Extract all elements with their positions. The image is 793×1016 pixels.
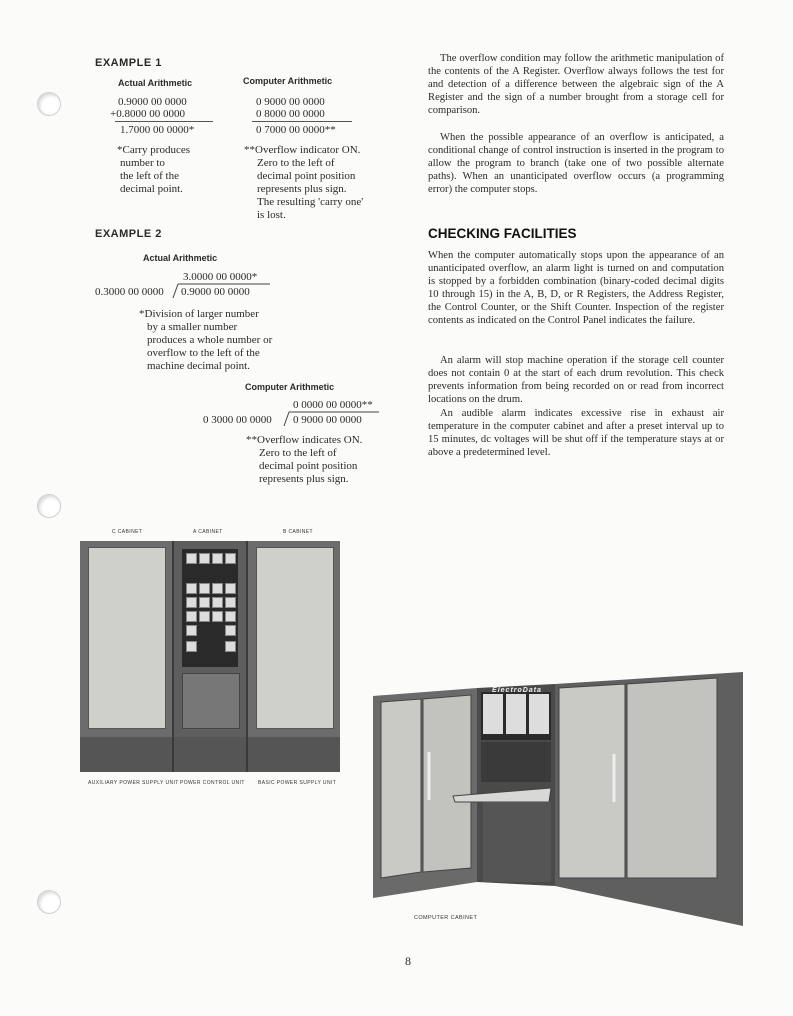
computer-brand-plate: ElectroData <box>492 687 542 694</box>
note-line: **Overflow indicates ON. <box>246 434 363 446</box>
example1-computer-rule <box>252 121 352 122</box>
photo-three-cabinets <box>80 541 340 772</box>
paragraph-audible-alarm: An audible alarm indicates excessive rise in exhaust air temperature in the computer cabinet and after a preset interval up to 15 minutes, dc voltages will be shut off if the temperature stays at or above a predetermined level. <box>428 408 724 458</box>
label-basic-power-supply: BASIC POWER SUPPLY UNIT <box>258 780 337 786</box>
c-cabinet-door <box>88 547 166 729</box>
paragraph-alarm-light: When the computer automatically stops upon the appearance of an unanticipated overflow, an alarm light is turned on and computation is stopped by a forbidden combination (binary-coded decimal digits 10 through 15) in the A, B, D, or R Registers, the Address Register, the Control Counter, or the Shift Counter. Inspection of the register contents as indicated on the Control Panel indicates the failure. <box>428 250 724 326</box>
note-line: by a smaller number <box>147 321 238 333</box>
example1-actual-line-1: 0.9000 00 0000 <box>118 96 187 108</box>
example1-actual-line-3: 1.7000 00 0000* <box>120 124 195 136</box>
note-line: decimal point position <box>257 170 356 182</box>
note-line: The resulting 'carry one' <box>257 196 364 208</box>
c-cabinet-base <box>80 737 172 772</box>
note-line: represents plus sign. <box>257 183 347 195</box>
example1-actual-heading: Actual Arithmetic <box>118 78 193 88</box>
example2-divisor: 0.3000 00 0000 <box>95 286 164 298</box>
paragraph-overflow-anticipated: When the possible appearance of an overflow is anticipated, a conditional change of control instruction is inserted in the program to allow the program to branch (take one of two possible alternate paths). When an unanticipated overflow occurs (a programming error) the computer stops. <box>428 132 724 195</box>
label-b-cabinet: B CABINET <box>283 529 313 535</box>
binder-hole-middle <box>37 494 61 518</box>
example2-computer-divisor: 0 3000 00 0000 <box>203 414 272 426</box>
example2-quotient: 3.0000 00 0000* <box>183 271 258 283</box>
example1-computer-line-3: 0 7000 00 0000** <box>256 124 336 136</box>
example1-computer-heading: Computer Arithmetic <box>243 76 333 86</box>
example2-computer-dividend: 0 9000 00 0000 <box>293 414 362 426</box>
b-cabinet <box>248 541 340 772</box>
note-line: decimal point. <box>120 183 183 195</box>
a-cabinet-control-panel <box>182 549 238 667</box>
example2-dividend: 0.9000 00 0000 <box>181 286 250 298</box>
page-number: 8 <box>405 954 411 968</box>
note-line: is lost. <box>257 209 286 221</box>
a-cabinet-lower-door <box>182 673 240 729</box>
example2-actual-heading: Actual Arithmetic <box>143 253 218 263</box>
note-line: decimal point position <box>259 460 358 472</box>
binder-hole-bottom <box>37 890 61 914</box>
example1-actual-rule <box>115 121 213 122</box>
note-line: number to <box>120 157 165 169</box>
b-cabinet-door <box>256 547 334 729</box>
label-auxiliary-power-supply: AUXILIARY POWER SUPPLY UNIT <box>88 780 179 786</box>
paragraph-overflow-condition: The overflow condition may follow the arithmetic manipulation of the contents of the A Register. Overflow always follows the test for and detection of a difference between the algebraic sign of the A Register and the sign of a number brought from a storage cell for comparison. <box>428 53 724 116</box>
note-line: **Overflow indicator ON. <box>244 144 361 156</box>
note-line: produces a whole number or <box>147 334 273 346</box>
example1-computer-line-1: 0 9000 00 0000 <box>256 96 325 108</box>
example1-actual-line-2: +0.8000 00 0000 <box>110 108 185 120</box>
binder-hole-top <box>37 92 61 116</box>
example1-computer-note <box>244 144 363 222</box>
note-line: Zero to the left of <box>259 447 337 459</box>
note-line: represents plus sign. <box>259 473 349 485</box>
label-a-cabinet: A CABINET <box>193 529 223 535</box>
label-computer-cabinet: COMPUTER CABINET <box>414 915 478 921</box>
example2-computer-heading: Computer Arithmetic <box>245 382 335 392</box>
section-heading-checking-facilities: CHECKING FACILITIES <box>428 226 577 241</box>
b-cabinet-base <box>248 737 340 772</box>
note-line: the left of the <box>120 170 179 182</box>
example1-computer-line-2: 0 8000 00 0000 <box>256 108 325 120</box>
example2-heading: EXAMPLE 2 <box>95 228 162 240</box>
a-cabinet <box>174 541 248 772</box>
example2-computer-note <box>246 434 362 486</box>
note-line: *Division of larger number <box>139 308 259 320</box>
example1-heading: EXAMPLE 1 <box>95 57 162 69</box>
photo-computer-cabinet <box>373 672 743 926</box>
note-line: *Carry produces <box>117 144 191 156</box>
example2-actual-note <box>139 308 272 373</box>
a-cabinet-base <box>174 737 246 772</box>
note-line: machine decimal point. <box>147 360 250 372</box>
label-c-cabinet: C CABINET <box>112 529 143 535</box>
example1-actual-note <box>117 144 190 196</box>
note-line: Zero to the left of <box>257 157 335 169</box>
label-power-control-unit: POWER CONTROL UNIT <box>180 780 245 786</box>
computer-cabinet-drawing <box>373 672 743 926</box>
example2-computer-quotient: 0 0000 00 0000** <box>293 399 373 411</box>
paragraph-storage-cell: An alarm will stop machine operation if the storage cell counter does not contain 0 at the start of each drum revolution. This check prevents information from being recorded on or read from incorrect locations on the drum. <box>428 355 724 405</box>
note-line: overflow to the left of the <box>147 347 260 359</box>
c-cabinet <box>80 541 174 772</box>
